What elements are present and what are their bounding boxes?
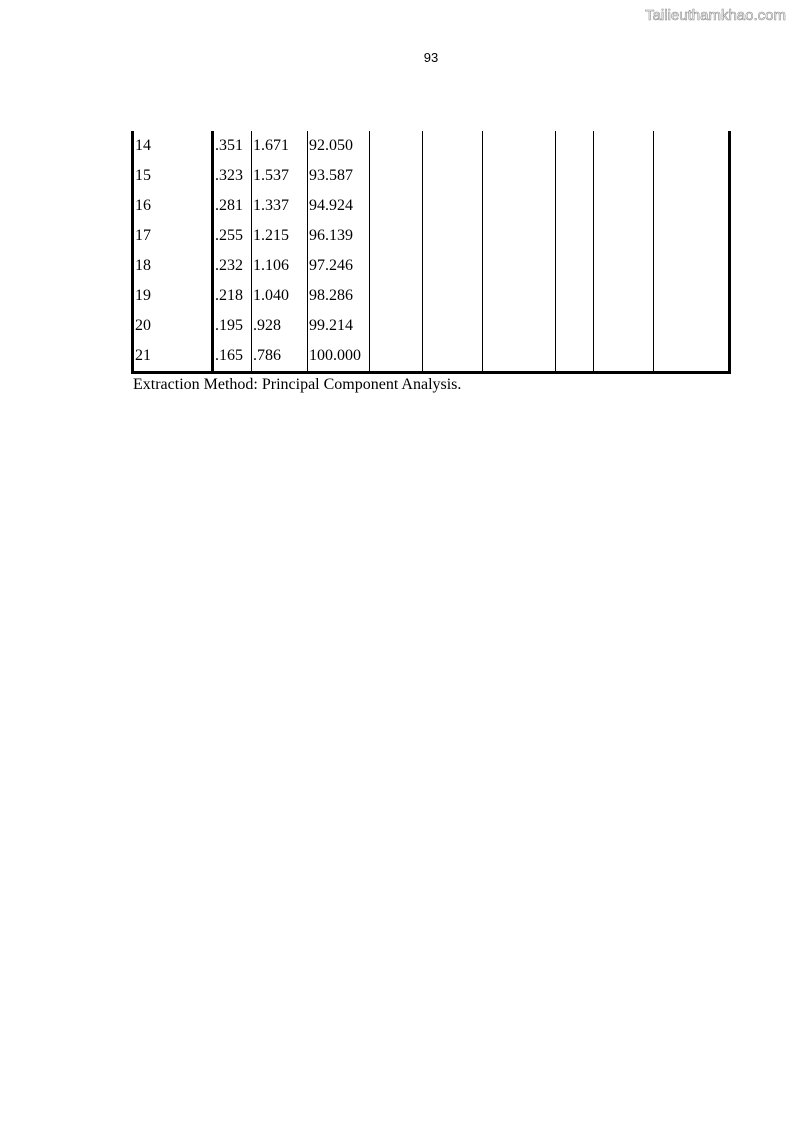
table-row — [133, 341, 730, 373]
empty-cell — [556, 161, 594, 191]
empty-cell — [556, 131, 594, 161]
value-cell: .323 — [213, 161, 252, 191]
empty-cell — [423, 281, 483, 311]
component-cell: 19 — [133, 281, 213, 311]
empty-cell — [556, 341, 594, 373]
value-cell: .351 — [213, 131, 252, 161]
table-row — [133, 281, 730, 311]
empty-cell — [654, 131, 730, 161]
value-cell: .218 — [213, 281, 252, 311]
value-cell: .195 — [213, 311, 252, 341]
empty-cell — [423, 161, 483, 191]
component-cell: 14 — [133, 131, 213, 161]
table-footnote: Extraction Method: Principal Component Analysis. — [133, 376, 462, 393]
value-cell: 96.139 — [308, 221, 370, 251]
value-cell: 1.215 — [252, 221, 308, 251]
value-cell: .232 — [213, 251, 252, 281]
table-row — [133, 311, 730, 341]
value-cell: 1.671 — [252, 131, 308, 161]
empty-cell — [556, 311, 594, 341]
page-number: 93 — [423, 50, 439, 65]
empty-cell — [654, 251, 730, 281]
value-cell: 94.924 — [308, 191, 370, 221]
empty-cell — [594, 341, 654, 373]
empty-cell — [483, 341, 556, 373]
empty-cell — [594, 221, 654, 251]
empty-cell — [370, 131, 423, 161]
value-cell: .786 — [252, 341, 308, 373]
value-cell: 1.106 — [252, 251, 308, 281]
value-cell: 100.000 — [308, 341, 370, 373]
value-cell: 99.214 — [308, 311, 370, 341]
empty-cell — [423, 221, 483, 251]
empty-cell — [594, 131, 654, 161]
value-cell: 93.587 — [308, 161, 370, 191]
empty-cell — [370, 341, 423, 373]
value-cell: .255 — [213, 221, 252, 251]
empty-cell — [423, 131, 483, 161]
value-cell: 97.246 — [308, 251, 370, 281]
empty-cell — [370, 221, 423, 251]
empty-cell — [654, 221, 730, 251]
value-cell: .928 — [252, 311, 308, 341]
empty-cell — [654, 281, 730, 311]
empty-cell — [556, 221, 594, 251]
empty-cell — [483, 251, 556, 281]
watermark: Tailieuthamkhao.com — [645, 7, 786, 24]
empty-cell — [423, 311, 483, 341]
table-row — [133, 251, 730, 281]
value-cell: .281 — [213, 191, 252, 221]
empty-cell — [556, 281, 594, 311]
empty-cell — [483, 191, 556, 221]
empty-cell — [370, 251, 423, 281]
table-row — [133, 161, 730, 191]
empty-cell — [423, 341, 483, 373]
empty-cell — [483, 221, 556, 251]
table-row — [133, 191, 730, 221]
empty-cell — [654, 191, 730, 221]
component-cell: 20 — [133, 311, 213, 341]
empty-cell — [483, 311, 556, 341]
variance-table — [131, 131, 731, 374]
table-row — [133, 221, 730, 251]
empty-cell — [654, 341, 730, 373]
table-row — [133, 131, 730, 161]
empty-cell — [370, 191, 423, 221]
empty-cell — [654, 311, 730, 341]
empty-cell — [594, 311, 654, 341]
empty-cell — [483, 281, 556, 311]
table-body — [133, 131, 730, 373]
component-cell: 16 — [133, 191, 213, 221]
component-cell: 15 — [133, 161, 213, 191]
value-cell: 92.050 — [308, 131, 370, 161]
empty-cell — [483, 131, 556, 161]
component-cell: 18 — [133, 251, 213, 281]
empty-cell — [654, 161, 730, 191]
empty-cell — [594, 251, 654, 281]
empty-cell — [594, 161, 654, 191]
value-cell: 1.040 — [252, 281, 308, 311]
empty-cell — [556, 251, 594, 281]
empty-cell — [594, 191, 654, 221]
empty-cell — [594, 281, 654, 311]
component-cell: 17 — [133, 221, 213, 251]
empty-cell — [370, 311, 423, 341]
value-cell: .165 — [213, 341, 252, 373]
value-cell: 1.537 — [252, 161, 308, 191]
value-cell: 98.286 — [308, 281, 370, 311]
empty-cell — [423, 191, 483, 221]
empty-cell — [370, 281, 423, 311]
empty-cell — [370, 161, 423, 191]
empty-cell — [483, 161, 556, 191]
empty-cell — [423, 251, 483, 281]
component-cell: 21 — [133, 341, 213, 373]
empty-cell — [556, 191, 594, 221]
value-cell: 1.337 — [252, 191, 308, 221]
